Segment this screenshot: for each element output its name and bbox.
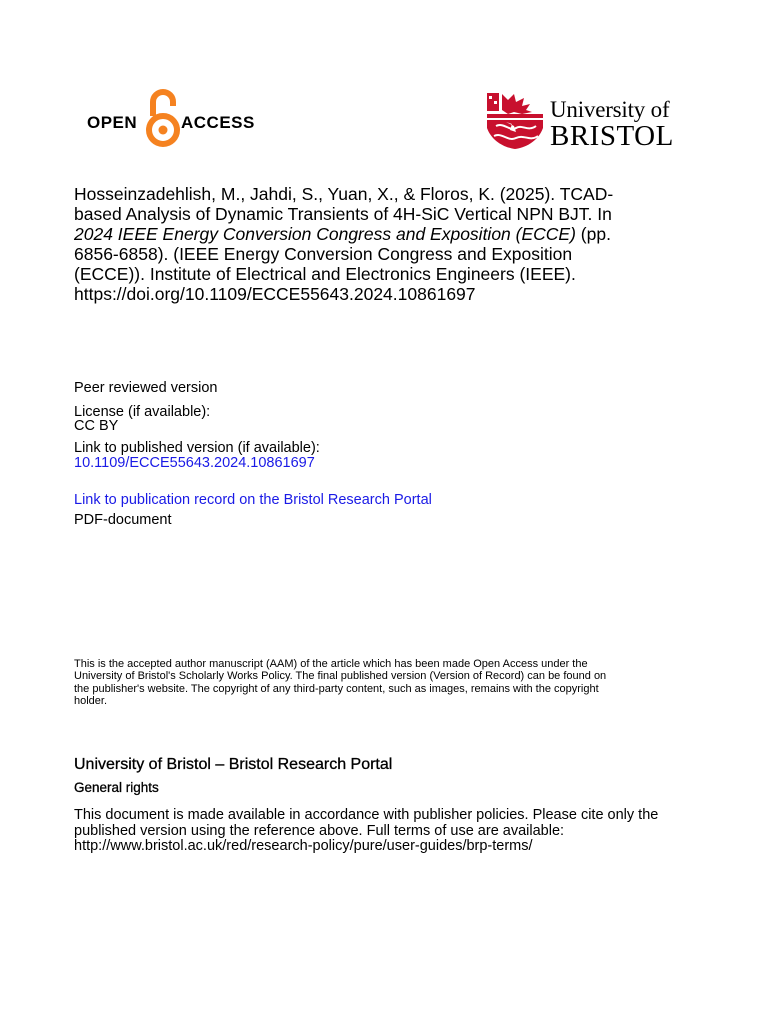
citation-line: based Analysis of Dynamic Transients of 4H-SiC Vertical NPN BJT. In (74, 204, 612, 224)
logo-text-bristol: BRISTOL (550, 120, 674, 152)
aam-notice (74, 658, 714, 707)
citation-line: (ECCE)). Institute of Electrical and Electronics Engineers (IEEE). (74, 264, 576, 284)
open-access-word-access: ACCESS (181, 113, 255, 132)
aam-notice-line: holder. (74, 694, 108, 707)
university-crest-icon (486, 92, 546, 150)
general-rights-text (74, 808, 714, 855)
general-rights-heading: General rights (74, 780, 159, 795)
license-label: License (if available): (74, 404, 211, 420)
citation-pages-prefix: (pp. (575, 224, 611, 244)
aam-notice-line: University of Bristol's Scholarly Works Policy. The final published version (Version of Record) can be found on (74, 670, 607, 683)
license-value: CC BY (74, 418, 119, 434)
open-access-lock-icon (145, 88, 181, 148)
aam-notice-line: the publisher's website. The copyright of any third-party content, such as images, remains with the copyright (74, 682, 599, 695)
open-access-word-open: OPEN (87, 113, 138, 132)
citation-line: Hosseinzadehlish, M., Jahdi, S., Yuan, X., & Floros, K. (2025). TCAD- (74, 184, 614, 204)
published-version-link[interactable]: 10.1109/ECCE55643.2024.10861697 (74, 455, 315, 471)
publication-record-link[interactable]: Link to publication record on the Bristol Research Portal (74, 492, 432, 508)
proceedings-title: 2024 IEEE Energy Conversion Congress and Exposition (ECCE) (74, 224, 576, 244)
portal-heading: University of Bristol – Bristol Research Portal (74, 756, 393, 773)
published-version-label: Link to published version (if available): (74, 440, 320, 456)
university-of-bristol-logo (486, 92, 686, 152)
version-label: Peer reviewed version (74, 380, 218, 396)
aam-notice-line: This is the accepted author manuscript (AAM) of the article which has been made Open Access under the (74, 658, 588, 670)
citation-doi[interactable]: https://doi.org/10.1109/ECCE55643.2024.10861697 (74, 284, 476, 304)
citation-line: 6856-6858). (IEEE Energy Conversion Congress and Exposition (74, 244, 573, 264)
open-access-logo (86, 88, 266, 148)
logo-text-university-of: University of (550, 97, 670, 122)
citation-line (74, 224, 714, 244)
rights-text-line: published version using the reference above. Full terms of use are available: (74, 822, 565, 839)
citation-block (74, 184, 714, 304)
terms-url[interactable]: http://www.bristol.ac.uk/red/research-policy/pure/user-guides/brp-terms/ (74, 838, 533, 854)
rights-text-line: This document is made available in accordance with publisher policies. Please cite only the (74, 807, 659, 823)
format-label: PDF-document (74, 512, 172, 528)
